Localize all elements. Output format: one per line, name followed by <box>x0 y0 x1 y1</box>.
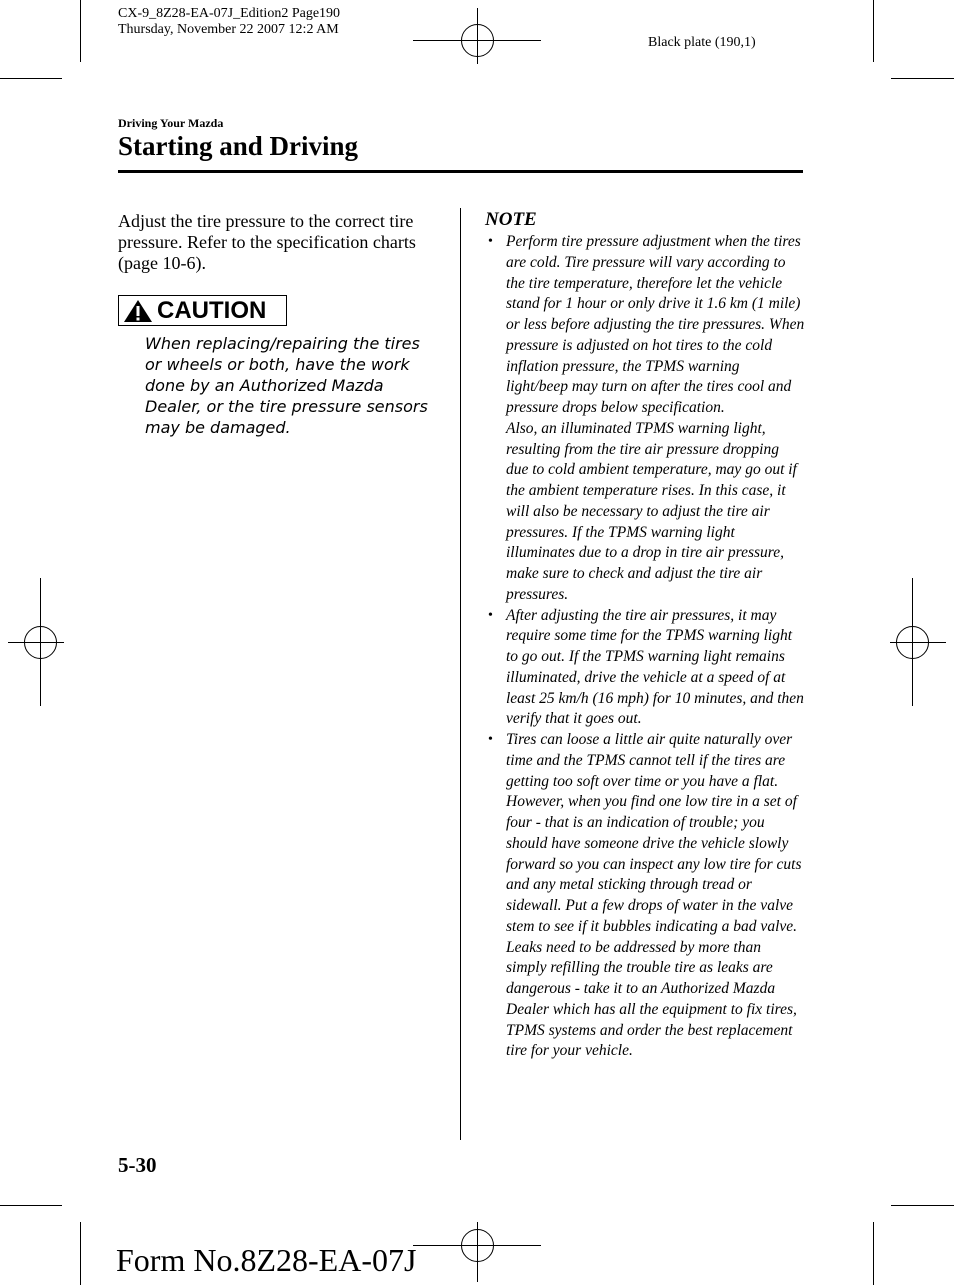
page-title: Starting and Driving <box>118 131 359 161</box>
warning-triangle-icon <box>123 299 153 323</box>
page-number: 5-30 <box>118 1153 157 1177</box>
print-date-line: Thursday, November 22 2007 12:2 AM <box>118 22 339 37</box>
note-item <box>485 232 805 606</box>
form-number: Form No.8Z28-EA-07J <box>116 1242 417 1278</box>
note-item <box>485 606 805 731</box>
note-paragraph: Also, an illuminated TPMS warning light, resulting from the tire air pressure dropping due to cold ambient temperature, may go out if the ambient temperature rises. In this case, it will also be necessary to adjust the tire air pressures. If the TPMS warning light illuminates due to a drop in tire air pressure, make sure to check and adjust the tire air pressures. <box>506 419 797 603</box>
column-divider <box>460 208 461 1140</box>
print-file-line: CX-9_8Z28-EA-07J_Edition2 Page190 <box>118 6 341 21</box>
bullet-icon: • <box>488 607 493 623</box>
title-divider <box>118 170 803 173</box>
intro-paragraph: Adjust the tire pressure to the correct tire pressure. Refer to the specification charts (page 10-6). <box>118 211 416 273</box>
caution-text: When replacing/repairing the tires or wheels or both, have the work done by an Authorized Mazda Dealer, or the tire pressure sensors may be damaged. <box>145 334 428 437</box>
caution-header <box>118 295 287 326</box>
note-item <box>485 730 805 1062</box>
bullet-icon: • <box>488 732 493 747</box>
section-label: Driving Your Mazda <box>118 116 224 130</box>
caution-label: CAUTION <box>157 296 267 324</box>
note-list <box>485 232 805 1062</box>
note-paragraph: Perform tire pressure adjustment when the tires are cold. Tire pressure will vary according to the tire temperature, therefore let the vehicle stand for 1 hour or only drive it 1.6 km (1 mile) or less before adjusting the tire pressures. When pressure is adjusted on hot tires to the cold inflation pressure, the TPMS warning light/beep may turn on after the tires cool and pressure drops below specification. <box>506 233 805 416</box>
note-paragraph: Tires can loose a little air quite naturally over time and the TPMS cannot tell if the tires are getting too soft over time or you have a flat. However, when you find one low tire in a set of four - that is an indication of trouble; you should have someone drive the vehicle slowly forward so you can inspect any low tire for cuts and any metal sticking through tread or sidewall. Put a few drops of water in the valve stem to see if it bubbles indicating a bad valve. Leaks need to be addressed by more than simply refilling the trouble tire as leaks are dangerous - take it to an Authorized Mazda Dealer which has all the equipment to fix tires, TPMS systems and order the best replacement tire for your vehicle. <box>506 731 802 1060</box>
note-heading: NOTE <box>485 209 537 230</box>
bullet-icon: • <box>488 234 493 249</box>
note-paragraph: After adjusting the tire air pressures, it may require some time for the TPMS warning light to go out. If the TPMS warning light remains illuminated, drive the vehicle at a speed of at least 25 km/h (16 mph) for 10 minutes, and then verify that it goes out. <box>506 606 804 728</box>
plate-label: Black plate (190,1) <box>648 35 756 50</box>
